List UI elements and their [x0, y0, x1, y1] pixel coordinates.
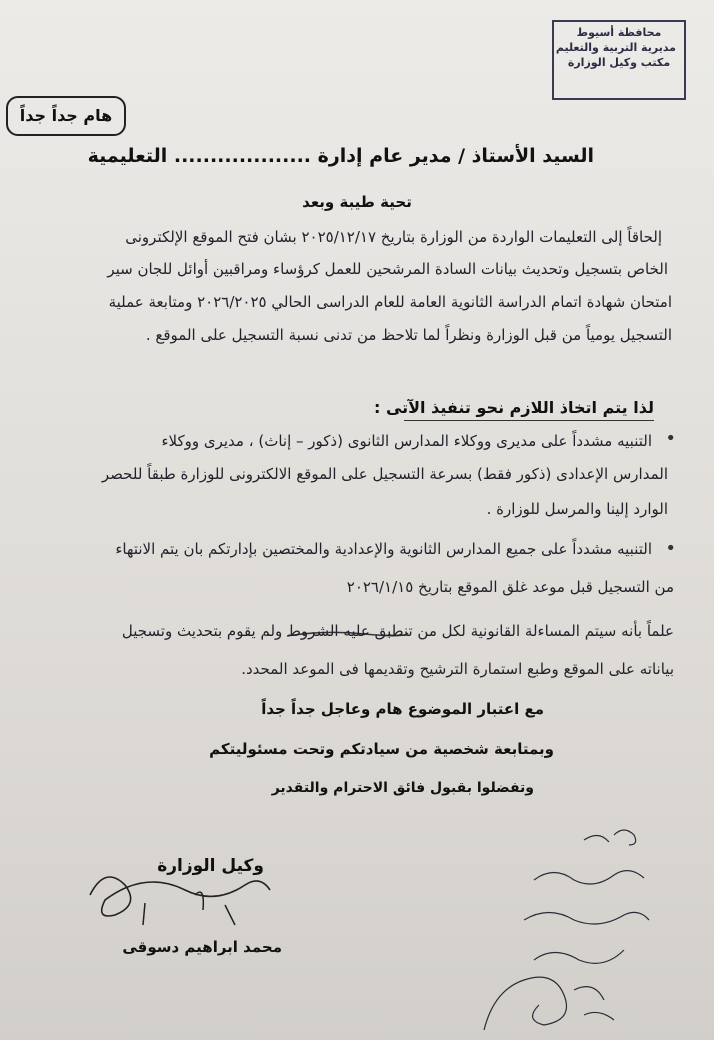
bullet2-line-1: التنبيه مشدداً على جميع المدارس الثانوية والإعدادية والمختصين بإدارتكم بان يتم الانتهاء — [115, 540, 652, 558]
handwritten-margin-note — [464, 820, 664, 1040]
importance-badge: هام جداً جداً — [6, 96, 126, 136]
handwritten-signature — [85, 855, 275, 935]
stamp-office: مكتب وكيل الوزارة — [567, 55, 671, 69]
signatory-title: وكيل الوزارة — [157, 856, 264, 876]
bullet1-line-1: التنبيه مشدداً على مديرى ووكلاء المدارس الثانوى (ذكور – إناث) ، مديرى ووكلاء — [161, 432, 652, 450]
stamp-governorate: محافظة أسيوط — [576, 26, 662, 39]
closing-line-1: مع اعتبار الموضوع هام وعاجل جداً جداً — [261, 700, 544, 718]
actions-heading: لذا يتم اتخاذ اللازم نحو تنفيذ الآتى : — [373, 398, 654, 417]
addressee-line: السيد الأستاذ / مدير عام إدارة ................... التعليمية — [87, 145, 594, 167]
bullet-dot-2: • — [665, 538, 676, 559]
bullet2-line-2: من التسجيل قبل موعد غلق الموقع بتاريخ ٢٠٢٦/١/١٥ — [346, 578, 674, 596]
bullet1-line-2: المدارس الإعدادى (ذكور فقط) بسرعة التسجيل على الموقع الالكترونى للوزارة طبقاً للحصر — [101, 465, 668, 483]
directorate-stamp — [552, 20, 686, 100]
bullet2-line-3: علماً بأنه سيتم المساءلة القانونية لكل من تنطبق عليه الشروط ولم يقوم بتحديث وتسجيل — [121, 622, 674, 640]
heading-underline — [404, 420, 654, 421]
intro-line-2: الخاص بتسجيل وتحديث بيانات السادة المرشحين للعمل كرؤساء ومراقبين أوائل للجان سير — [107, 260, 668, 278]
greeting: تحية طيبة وبعد — [302, 193, 412, 211]
closing-line-2: وبمتابعة شخصية من سيادتكم وتحت مسئوليتكم — [209, 740, 554, 758]
bullet-dot-1: • — [665, 428, 676, 449]
closing-line-3: وتفضلوا بقبول فائق الاحترام والتقدير — [271, 780, 534, 796]
bullet2-line-4: بياناته على الموقع وطبع استمارة الترشيح وتقديمها فى الموعد المحدد. — [241, 660, 674, 678]
intro-line-4: التسجيل يومياً من قبل الوزارة ونظراً لما تلاحظ من تدنى نسبة التسجيل على الموقع . — [145, 326, 672, 344]
intro-line-1: إلحاقاً إلى التعليمات الواردة من الوزارة بتاريخ ٢٠٢٥/١٢/١٧ بشان فتح الموقع الإلكترونى — [125, 228, 662, 246]
intro-line-3: امتحان شهادة اتمام الدراسة الثانوية العامة للعام الدراسى الحالي ٢٠٢٦/٢٠٢٥ ومتابعة عملية — [108, 293, 672, 311]
bullet1-line-3: الوارد إلينا والمرسل للوزارة . — [486, 500, 668, 518]
signatory-name: محمد ابراهيم دسوقى — [122, 938, 282, 956]
stamp-directorate: مديرية التربية والتعليم — [555, 40, 676, 54]
